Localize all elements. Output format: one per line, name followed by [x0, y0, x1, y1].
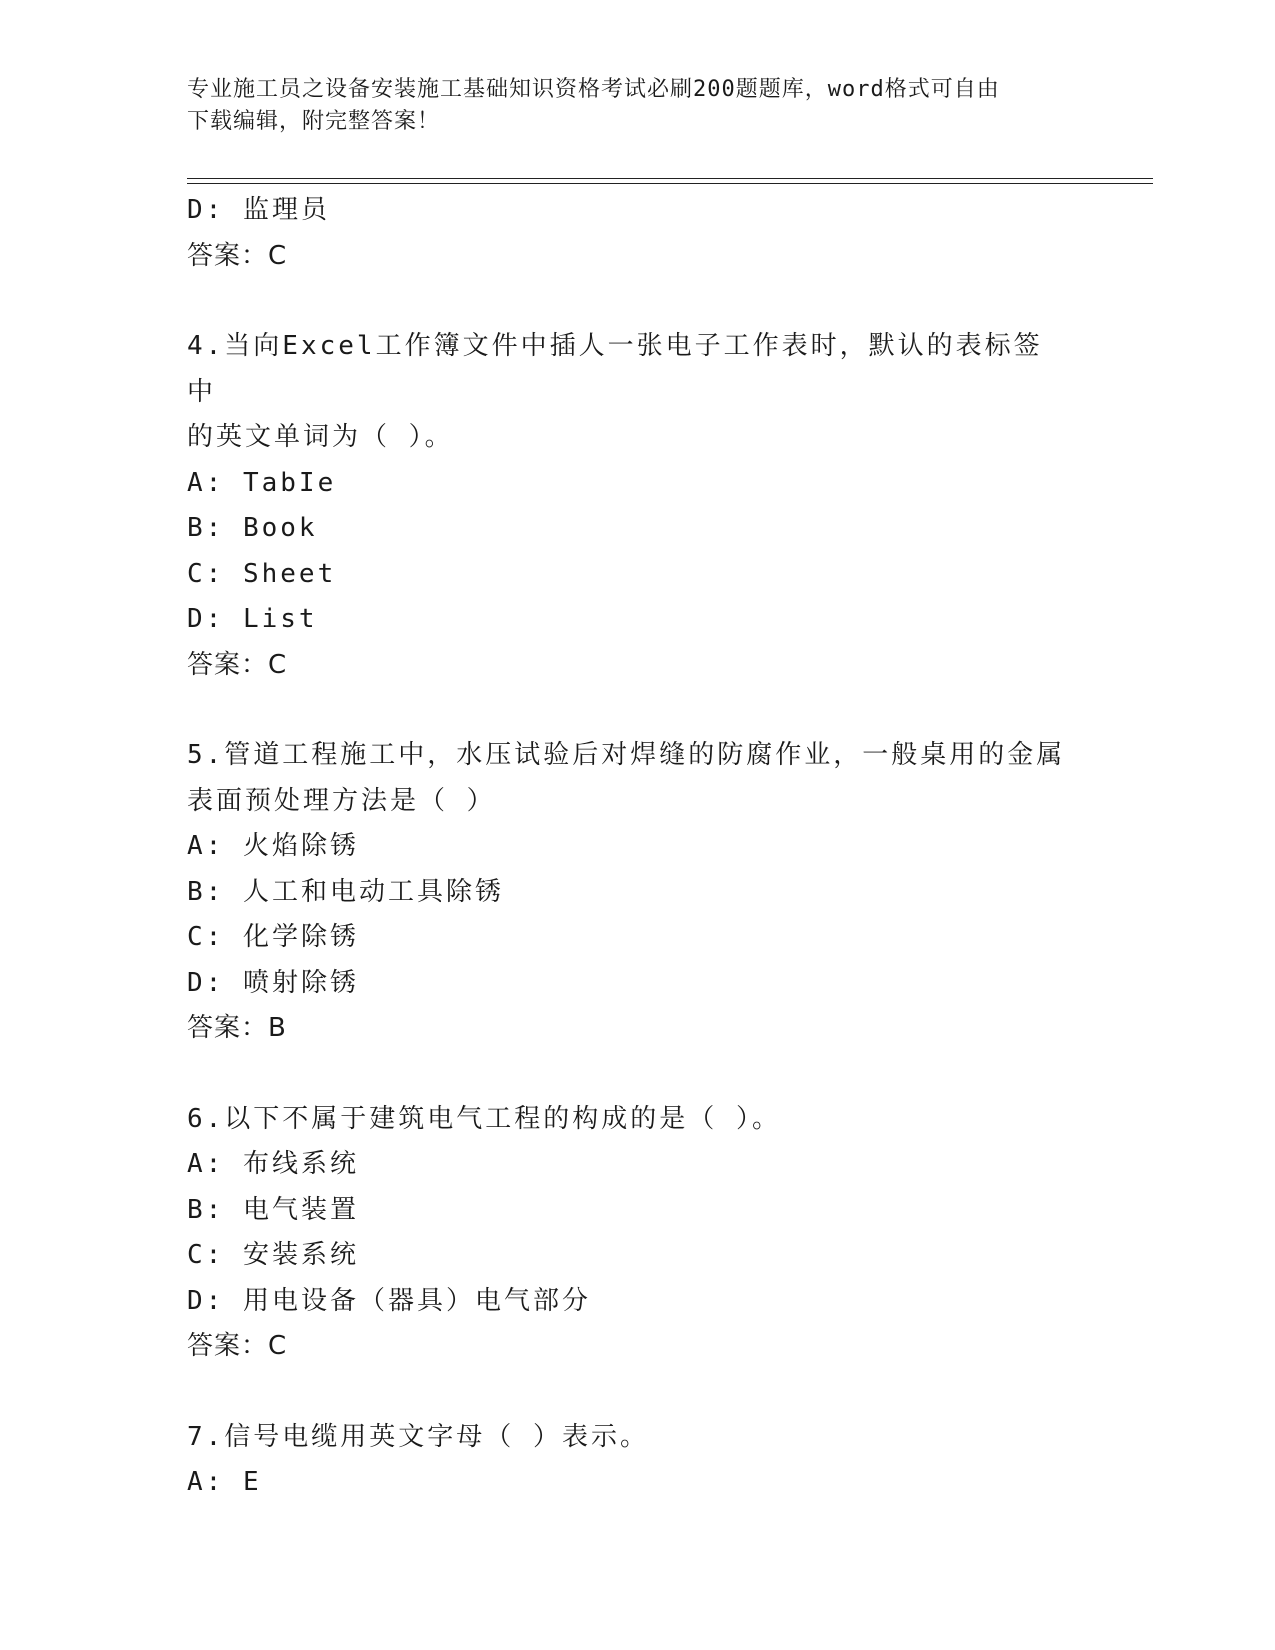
option-a: A: 火焰除锈 [187, 831, 359, 861]
answer-line: 答案：C [187, 649, 288, 680]
question-title-line-1: 7.信号电缆用英文字母（ ）表示。 [187, 1421, 649, 1452]
option-d: D: 喷射除锈 [187, 967, 359, 998]
option-c: C: 安装系统 [187, 1240, 359, 1270]
option-c: C: Sheet [187, 558, 337, 589]
question-title-line-1: 4.当向Excel工作簿文件中插人一张电子工作表时，默认的表标签中 [187, 331, 1043, 407]
option-b: B: Book [187, 513, 318, 543]
option-a: A: E [187, 1467, 262, 1497]
option-a: A: 布线系统 [187, 1149, 359, 1179]
document-header [187, 74, 1067, 138]
question-title-line-2: 的英文单词为（ ）。 [187, 422, 454, 452]
option-d: D: 监理员 [187, 195, 330, 225]
question-5 [187, 733, 1087, 1052]
option-d: D: List [187, 604, 318, 634]
answer-line: 答案：C [187, 240, 288, 271]
question-6 [187, 1097, 1087, 1370]
option-a: A: TabIe [187, 467, 337, 498]
question-7 [187, 1415, 1087, 1506]
header-line-1: 专业施工员之设备安装施工基础知识资格考试必刷200题题库，word格式可自由 [187, 77, 1000, 102]
header-line-2: 下载编辑，附完整答案！ [187, 109, 441, 134]
question-title-line-1: 6.以下不属于建筑电气工程的构成的是（ ）。 [187, 1103, 781, 1134]
header-divider-bottom [187, 183, 1153, 184]
answer-line: 答案：B [187, 1013, 287, 1043]
option-d: D: 用电设备（器具）电气部分 [187, 1285, 591, 1316]
question-3-fragment [187, 188, 1087, 279]
header-divider-top [187, 178, 1153, 179]
option-b: B: 电气装置 [187, 1194, 359, 1225]
question-list [187, 188, 1087, 1506]
answer-line: 答案：C [187, 1331, 288, 1361]
question-4 [187, 324, 1087, 688]
option-b: B: 人工和电动工具除锈 [187, 876, 504, 907]
option-c: C: 化学除锈 [187, 922, 359, 952]
question-title-line-1: 5.管道工程施工中，水压试验后对焊缝的防腐作业，一般桌用的金属 [187, 740, 1066, 770]
question-title-line-2: 表面预处理方法是（ ） [187, 785, 496, 816]
